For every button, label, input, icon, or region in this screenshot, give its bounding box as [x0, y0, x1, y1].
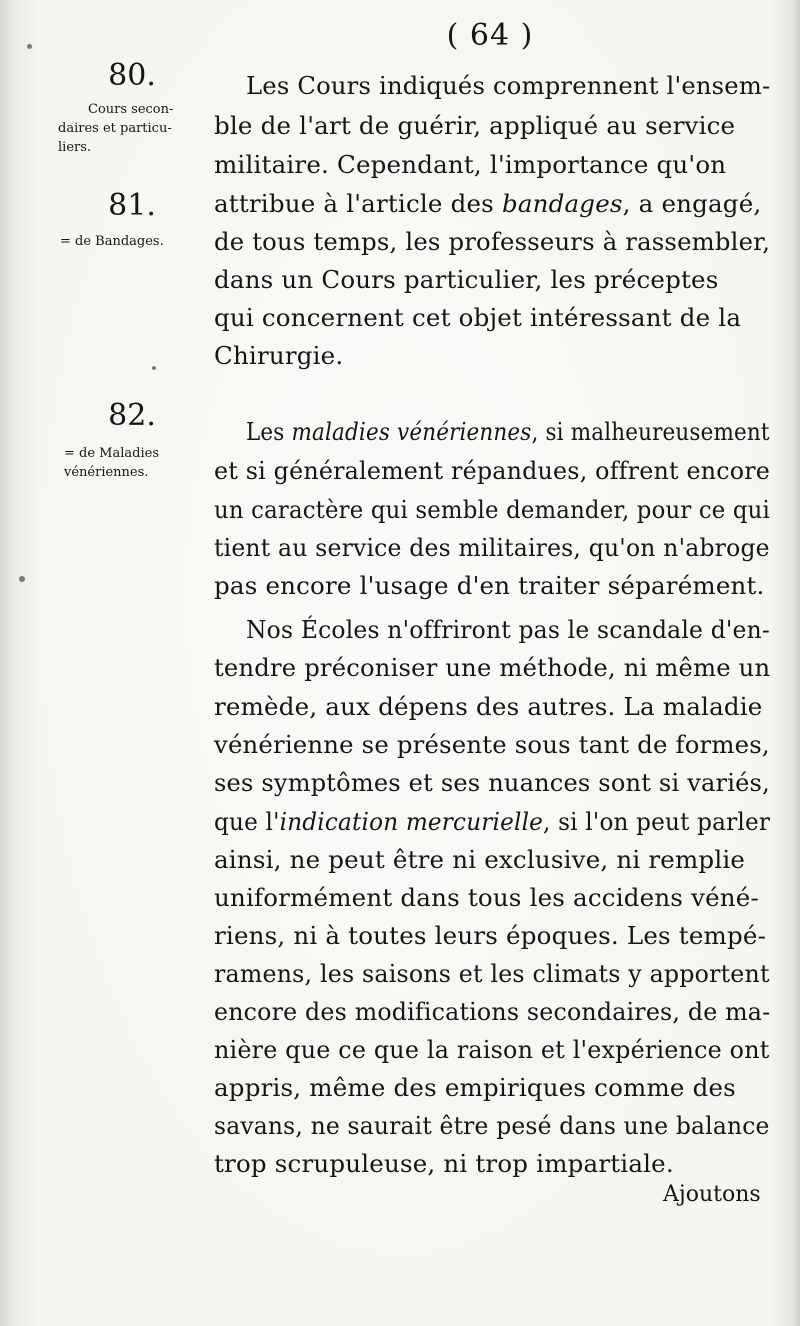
- margin-note-line: vénériennes.: [64, 465, 149, 480]
- text-line: militaire. Cependant, l'importance qu'on: [214, 150, 727, 179]
- italic-phrase: maladies vénériennes: [291, 417, 532, 446]
- margin-note-line: daires et particu-: [58, 121, 172, 136]
- margin-note-line: = de Maladies: [64, 446, 159, 461]
- text-line: encore des modifications secondaires, de ma-: [214, 997, 771, 1026]
- text-line: ses symptômes et ses nuances sont si variés,: [214, 768, 770, 797]
- text-line: tendre préconiser une méthode, ni même un: [214, 653, 771, 682]
- margin-section-number: 82.: [108, 398, 156, 433]
- ink-speck: [152, 366, 156, 370]
- text-line: un caractère qui semble demander, pour ce qui: [214, 495, 771, 524]
- catchword: Ajoutons: [663, 1182, 761, 1207]
- text-line: ble de l'art de guérir, appliqué au service: [214, 111, 736, 140]
- text-line: attribue à l'article des bandages, a engagé,: [214, 189, 762, 218]
- margin-note-line: Cours secon-: [88, 102, 174, 117]
- text-line: remède, aux dépens des autres. La maladie: [214, 692, 763, 721]
- italic-phrase: bandages: [501, 189, 623, 218]
- text-line: savans, ne saurait être pesé dans une balance: [214, 1111, 770, 1140]
- text-line: qui concernent cet objet intéressant de la: [214, 303, 742, 332]
- text-line: Les Cours indiqués comprennent l'ensem-: [246, 71, 771, 100]
- margin-section-number: 80.: [108, 58, 156, 93]
- text-line: nière que ce que la raison et l'expérience ont: [214, 1035, 770, 1064]
- text-line: uniformément dans tous les accidens véné-: [214, 883, 759, 912]
- italic-phrase: indication mercurielle: [279, 807, 544, 836]
- text-line: et si généralement répandues, offrent encore: [214, 456, 771, 485]
- text-line: appris, même des empiriques comme des: [214, 1073, 736, 1102]
- text-line: de tous temps, les professeurs à rassembler,: [214, 227, 771, 256]
- ink-speck: [27, 44, 32, 49]
- margin-section-number: 81.: [108, 188, 156, 223]
- text-line: riens, ni à toutes leurs époques. Les tempé-: [214, 921, 767, 950]
- page-number: ( 64 ): [446, 18, 534, 53]
- text-line: pas encore l'usage d'en traiter séparément.: [214, 571, 765, 600]
- text-line: dans un Cours particulier, les préceptes: [214, 265, 719, 294]
- text-line: trop scrupuleuse, ni trop impartiale.: [214, 1149, 674, 1178]
- text-line: Les maladies vénériennes, si malheureusement: [246, 417, 770, 446]
- margin-note: [58, 100, 208, 157]
- text-line: Nos Écoles n'offriront pas le scandale d'en-: [246, 615, 770, 644]
- margin-note: [64, 444, 214, 482]
- text-line: ramens, les saisons et les climats y apportent: [214, 959, 770, 988]
- text-line: tient au service des militaires, qu'on n'abroge: [214, 533, 770, 562]
- ink-speck: [19, 576, 25, 582]
- text-line: vénérienne se présente sous tant de formes,: [214, 730, 770, 759]
- margin-note-line: liers.: [58, 140, 92, 155]
- text-line: ainsi, ne peut être ni exclusive, ni remplie: [214, 845, 746, 874]
- margin-note-line: = de Bandages.: [60, 234, 164, 249]
- text-line: que l'indication mercurielle, si l'on peut parler: [214, 807, 771, 836]
- margin-note: [60, 232, 210, 251]
- text-line: Chirurgie.: [214, 341, 344, 370]
